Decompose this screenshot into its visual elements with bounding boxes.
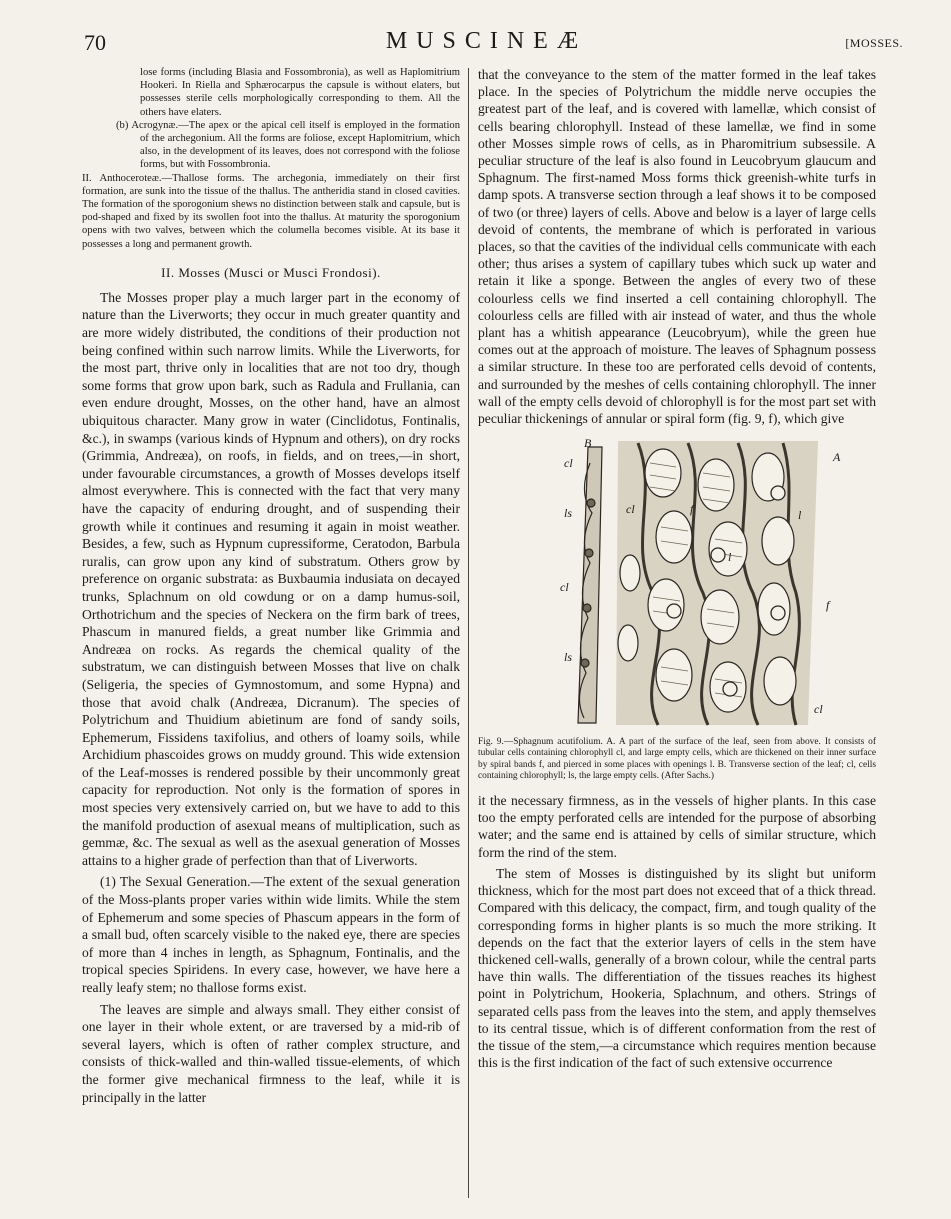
small-paragraph: lose forms (including Blasia and Fossombronia), as well as Haplomitrium Hookeri. In Riella and Sphærocarpus the capsule is without elaters, but possesses sterile cells morphologically corresponding to them. All the others have elaters. [140, 67, 460, 118]
transverse-section-b [578, 447, 602, 723]
small-paragraph: II. Anthoceroteæ.—Thallose forms. The archegonia, immediately on their first formation, are sunk into the tissue of the thallus. The antheridia stand in closed cavities. The formation of the sporogonium shews no distinction between stalk and capsule, but is pod-shaped and fixed by its swollen foot into the thallus. At maturity the sporogonium opens with two valves, between which the columella becomes visible. At its base it possesses a long and permanent growth. [82, 172, 460, 250]
figure-caption: Fig. 9.—Sphagnum acutifolium. A. A part of the surface of the leaf, seen from above. It consists of tubular cells containing chlorophyll cl, and large empty cells, which are thickened on their inner surface by spiral bands f, and pierced in some places with openings l. B. Transverse section of the leaf; cl, cells containing chlorophyll; ls, the large empty cells. (After Sachs.) [478, 737, 876, 781]
figure-sphagnum-leaf [478, 433, 876, 733]
figure-label-l: l [798, 508, 802, 523]
section-tag: [MOSSES. [845, 36, 903, 50]
figure-label-cl-3: cl [560, 580, 569, 595]
figure-label-ls-2: ls [564, 650, 573, 665]
page-number: 70 [84, 30, 106, 55]
figure-label-cl: cl [564, 456, 573, 471]
leaf-surface-a [616, 441, 818, 725]
leaf-illustration [478, 433, 876, 733]
page-header [70, 26, 903, 60]
body-paragraph: it the necessary firmness, as in the vessels of higher plants. In this case too the empty perforated cells are intended for the purpose of absorbing water; and the same end is attained by cells of similar structure, which form the rind of the stem. [478, 793, 876, 860]
figure-label-b: B [584, 436, 592, 451]
column-divider [468, 68, 469, 1198]
body-paragraph: (1) The Sexual Generation.—The extent of the sexual generation of the Moss-plants proper varies within wide limits. While the stem of Ephemerum and some species of Phascum appears in the form of a small bud, often scarcely visible to the naked eye, there are species of more than 4 inches in length, as Sphagnum, Fontinalis, and the tropical species Spiridens. In every case, however, we have here a really leafy stem; no thallose forms exist. [82, 874, 460, 995]
figure-label-a: A [833, 450, 841, 465]
figure-label-f: f [690, 502, 694, 517]
running-title: MUSCINEÆ [385, 28, 588, 54]
figure-label-f-2: f [826, 598, 830, 613]
figure-label-cl-2: cl [626, 502, 635, 517]
right-column [478, 66, 876, 1075]
small-paragraph: (b) Acrogynæ.—The apex or the apical cell itself is employed in the formation of the archegonium. All the forms are foliose, except Haplomitrium, which also, in the development of its leaves, does not correspond with the foliose forms, but with Fossombronia. [116, 119, 460, 171]
body-paragraph: The leaves are simple and always small. They either consist of one layer in their whole extent, or are traversed by a mid-rib of several layers, which is often of rather complex structure, and consists of thick-walled and thin-walled tissue-elements, of which the former give mechanical firmness to the leaf, while it is principally in the latter [82, 1001, 460, 1105]
figure-label-ls: ls [564, 506, 573, 521]
left-column [82, 66, 460, 1110]
figure-label-l-2: l [728, 550, 732, 565]
body-paragraph: The stem of Mosses is distinguished by its slight but uniform thickness, which for the most part does not exceed that of a thick thread. Compared with this delicacy, the compact, firm, and tough quality of the corresponding forms in higher plants is so much the more striking. It depends on the fact that the exterior layers of cells in the stem have thickened cell-walls, generally of a brown colour, while the central parts have thin walls. The differentiation of the tissues reaches its highest point in Polytrichum, Hookeria, Splachnum, and others. Strings of separated cells pass from the leaves into the stem, and apply themselves to its central tissue, which is of different conformation from the rest of the tissue of the stem,—a circumstance which requires mention because this is the first indication of the fact of such extensive occurrence [478, 865, 876, 1071]
body-paragraph: that the conveyance to the stem of the matter formed in the leaf takes place. In the species of Polytrichum the middle nerve occupies the greatest part of the leaf, and is covered with lamellæ, which consist of cells bearing chlorophyll. Instead of these lamellæ, we find in some other Mosses simple rows of cells, as in Pharomitrium subsessile. A peculiar structure of the leaf is also found in Leucobryum glaucum and Sphagnum. The first-named Moss forms thick greenish-white turfs in damp spots. A transverse section through a leaf shows it to be composed of two (or three) layers of cells. Above and below is a layer of large cells devoid of contents, the membrane of which is perforated in various places, so that the cavities of the individual cells communicate with each other; thus arises a system of capillary tubes which suck up water and retain it like a sponge. Between the angles of every two of these colourless cells we find inserted a cell containing chlorophyll. The colourless cells are filled with air instead of water, and thus the whole plant has a whitish appearance (Leucobryum), while the green hue comes out at the approach of moisture. The leaves of Sphagnum possess a similar structure. In these too are perforated cells devoid of contents, and surrounded by the meshes of cells containing chlorophyll. The inner wall of the empty cells devoid of chlorophyll is for the most part set with peculiar thickenings of annular or spiral form (fig. 9, f), which give [478, 67, 876, 427]
figure-label-cl-4: cl [814, 702, 823, 717]
body-paragraph: The Mosses proper play a much larger part in the economy of nature than the Liverworts; they occur in much greater quantity and are more widely distributed, the conditions of their production not being confined within such narrow limits. While the Liverworts, for the most part, thrive only in localities that are not too dry, though some forms that grow upon bark, such as Radula and Frullania, can even endure drought, Mosses, on the other hand, have an almost ubiquitous character. Many grow in water (Cinclidotus, Fontinalis, &c.), in swamps (various kinds of Hypnum and others), on dry rocks (Grimmia, Andreæa), on roofs, in fields, and on trees,—in short, under favourable circumstances, a growth of Mosses develops itself almost everywhere. This is connected with the fact that very many have the capacity of enduring drought, and of suspending their growth while it continues and resuming it again in moist weather. Besides, a few, such as Hypnum cupressiforme, Ceratodon, Barbula ruralis, can grow upon any kind of substratum. Others grow by preference on organic substrata: as Buxbaumia indusiata on decayed trunks, Splachnum on old cowdung or on a damp humus-soil, Orthotrichum and the species of Neckera on the firm bark of trees, Phascum in manured fields, a great number like Grimmia and Andreæa on rocks. As regards the chemical quality of the substratum, we can distinguish between Mosses that live on chalk (Seligeria, the species of Gymnostomum, and some Hypna) and those that avoid chalk (Andreæa, Dicranum). The species of Polytrichum and Thuidium abietinum are fond of sandy soils, Ephemerum, Fissidens taxifolius, and others of loamy soils, while Archidium phascoides grows on muddy ground. This wide extension of the Leaf-mosses is rendered possible by their uncommonly great capacity for reproduction. Not only is the formation of spores in most species very extensively carried on, but we have to add to this the manifold production of asexual means of multiplication, such as gemmæ, &c. The sexual as well as the asexual generation of Mosses attains to a higher grade of perfection than that of Liverworts. [82, 289, 460, 868]
section-heading: II. Mosses (Musci or Musci Frondosi). [161, 264, 381, 280]
